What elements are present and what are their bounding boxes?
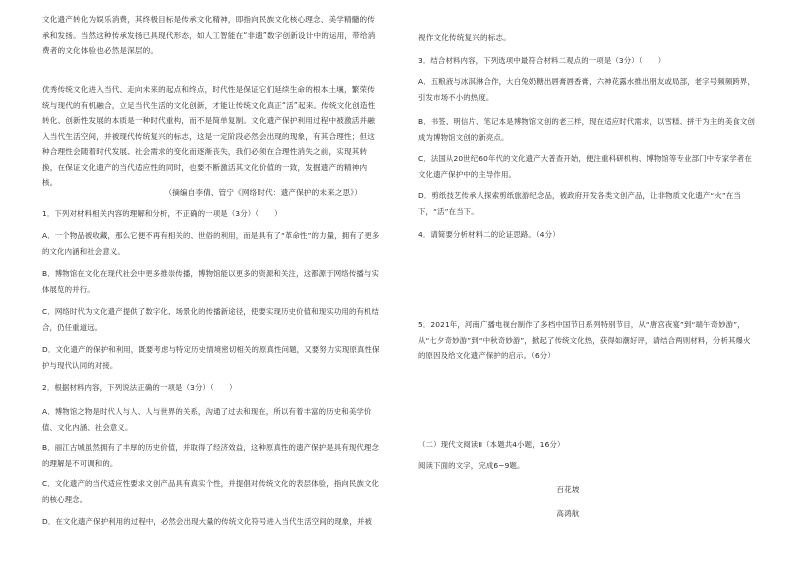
section-heading: （二）现代文阅读Ⅱ（本题共4小题，16分） bbox=[418, 440, 565, 449]
reading-instruction: 阅读下面的文字，完成6~9题。 bbox=[418, 461, 525, 470]
question-3-option-a: A．五粮液与冰淇淋合作，大白兔奶糖出唇膏唇香膏，六神花露水推出朋友或局部，老字号频频跨界，引发市场不小的热度。 bbox=[418, 77, 755, 102]
question-2-option-d: D．在文化遗产保护利用的过程中，必然会出现大量的传统文化符号进入当代生活空间的现象，并被 bbox=[42, 517, 373, 526]
question-3-option-b: B．书签、明信片、笔记本是博物馆文创的老三样，现在适应时代需求，以雪糕、拼干为主的美食文创成为博物馆文创的新亮点。 bbox=[418, 117, 756, 142]
source-citation: （摘编自李倩、管宁《网络时代：遗产保护的未来之思》） bbox=[164, 188, 362, 197]
question-1-option-d: D．文化遗产的保护和利用，既要考虑与特定历史情境密切相关的原真性问题，又要努力实现原真性保护与现代认同的对接。 bbox=[42, 345, 380, 370]
question-3: 3．结合材料内容，下列选项中最符合材料二观点的一项是（3分）（ ） bbox=[418, 56, 666, 65]
question-4: 4．请简要分析材料二的论证思路。（4分） bbox=[418, 230, 560, 239]
question-1-option-a: A．一个物品被收藏，那么它便不再有相关的、世俗的利用，而是具有了“革命性”的力量，拥有了更多的文化内涵和社会意义。 bbox=[42, 231, 380, 256]
question-2-option-c: C．文化遗产的当代适应性要求文创产品具有真实个性，并提倡对传统文化的表层体验，指向民族文化的核心理念。 bbox=[42, 479, 380, 504]
question-5: 5．2021年，河南广播电视台制作了多档中国节日系列特别节目，从“唐宫夜宴”到“端午奇妙游”，从“七夕奇妙游”到“中秋奇妙游”，掀起了传统文化热，获得如潮好评，请结合两则材料，分析其爆火的原因及给文化遗产保护的启示。（6分） bbox=[418, 320, 751, 360]
right-continuation: 视作文化传统复兴的标志。 bbox=[418, 33, 511, 42]
left-paragraph-2: 优秀传统文化进入当代、走向未来的起点和终点，时代性是保证它们延续生命的根本土壤，繁荣传统与现代的有机融合，立足当代生活的文化创新，才能让传统文化真正“活”起来。传统文化创造性转化、创新性发展的本质是一种时代重构，而不是简单复制。文化遗产保护利用过程中被激活并融入当代生活空间，并被现代传统复兴的标志，这是一定阶段必然会出现的现象，有其合理性；但这种合理性会随着时代发展、社会需求的变化而逐渐丧失，我们必须在合理性消失之前，实现其转换，在保证文化遗产的当代适应性的同时，也要不断激活其文化价值的一致，发掘遗产的精神内核。 bbox=[42, 85, 376, 187]
question-2-option-b: B．丽江古城虽然拥有了丰厚的历史价值，并取得了经济效益，这种原真性的遗产保护是具有现代理念的理解是不可调和的。 bbox=[42, 443, 380, 468]
question-1-option-c: C．网络时代为文化遗产提供了数字化、场景化的传播新途径，使要实现历史价值和现实功用的有机结合，仍任重道远。 bbox=[42, 307, 380, 332]
question-2-option-a: A．博物馆之物是时代人与人、人与世界的关系，沟通了过去和现在，所以有着丰富的历史和美学价值、文化内涵、社会意义。 bbox=[42, 407, 372, 432]
question-1-option-b: B．博物馆在文化在现代社会中更多推崇传播，博物馆能以更多的资源和关注，这都源于网络传播与实体展览的并行。 bbox=[42, 269, 380, 294]
question-3-option-d: D．剪纸技艺传承人探索剪纸旅游纪念品，被政府开发各类文创产品，让非物质文化遗产“火”在当下，“活”在当下。 bbox=[418, 191, 741, 216]
passage-title: 百花坡 bbox=[556, 485, 580, 494]
passage-author: 高鸿航 bbox=[556, 509, 580, 518]
left-paragraph-1: 文化遗产转化为娱乐消费，其终极目标是传承文化精神，即指向民族文化核心理念、美学精髓的传承和发扬。当然这种传承发扬已具现代形态，如人工智能在“非遗”数字创新设计中的运用，带给消费者的文化体验也必然是深层的。 bbox=[42, 15, 376, 55]
question-1: 1．下列对材料相关内容的理解和分析，不正确的一项是（3分）（ ） bbox=[42, 209, 282, 218]
question-2: 2．根据材料内容，下列说法正确的一项是（3分）（ ） bbox=[42, 383, 237, 392]
question-3-option-c: C．法国从20世纪60年代的文化遗产大普查开始，便注重科研机构、博物馆等专业部门中专家学者在文化遗产保护中的主导作用。 bbox=[418, 154, 752, 179]
